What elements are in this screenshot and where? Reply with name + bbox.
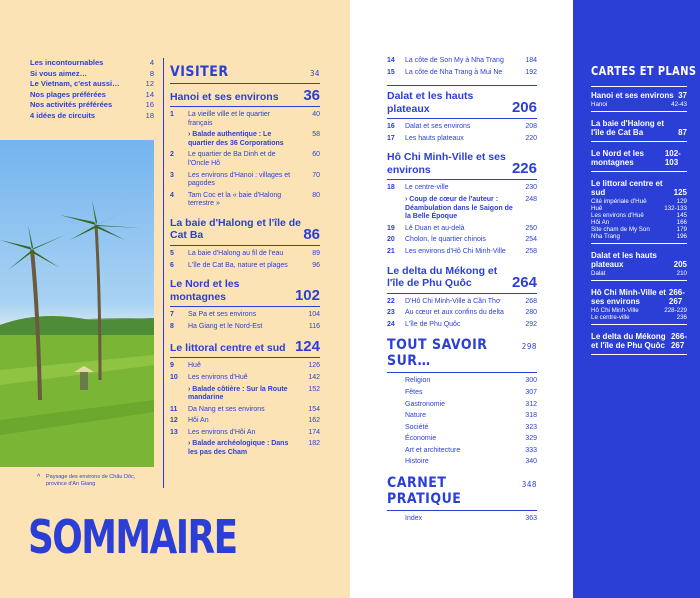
toc-entry[interactable] [387, 57, 537, 66]
section-page: 298 [521, 342, 537, 352]
entry-page: 80 [312, 191, 320, 199]
map-block [591, 251, 687, 281]
entry-page: 104 [308, 311, 320, 319]
map-item[interactable] [591, 212, 687, 219]
entry-title: Art et architecture [405, 446, 461, 454]
map-block [591, 332, 687, 355]
entry-page: 307 [525, 388, 537, 396]
entry-page: 268 [525, 297, 537, 305]
entry-number: 5 [170, 249, 174, 257]
entry-title: La côte de Son My à Nha Trang [405, 57, 504, 64]
entry-page: 192 [525, 68, 537, 76]
map-region-title[interactable] [591, 251, 687, 270]
region-title[interactable] [170, 278, 320, 303]
entry-title: Les environs d'Hanoi : villages et pagodes [188, 171, 291, 188]
intro-item-page: 18 [145, 110, 154, 120]
entry-page: 333 [525, 446, 537, 454]
entry-number: 7 [170, 311, 174, 319]
entry-title: D'Hô Chi Minh-Ville à Cân Thơ [405, 297, 501, 305]
toc-entry[interactable] [387, 424, 537, 433]
map-item-name: Le centre-ville [591, 313, 630, 321]
toc-entry[interactable] [387, 458, 537, 467]
entry-number: 16 [387, 123, 395, 131]
entry-number [387, 447, 405, 456]
map-region-page: 125 [673, 188, 687, 197]
intro-item-page: 16 [145, 100, 154, 110]
region-block [387, 151, 537, 256]
divider [387, 372, 537, 373]
palm-trees-illustration [0, 140, 154, 467]
map-item[interactable] [591, 233, 687, 240]
intro-item-page: 8 [149, 68, 154, 78]
section-title: CARNET PRATIQUE [387, 475, 462, 508]
map-item-page: 196 [676, 232, 687, 240]
toc-entry[interactable] [170, 311, 320, 320]
toc-entry[interactable] [387, 401, 537, 410]
map-item[interactable] [591, 314, 687, 321]
entry-page: 116 [308, 322, 320, 330]
entry-number [387, 424, 405, 433]
entry-page: 126 [308, 362, 320, 370]
region-title[interactable] [387, 265, 537, 290]
map-item-page: 132-133 [664, 204, 687, 212]
map-item-name: Nha Trang [591, 232, 620, 240]
entry-page: 312 [525, 400, 537, 408]
region-block [170, 88, 320, 209]
sub-entry[interactable] [170, 440, 320, 457]
map-item-page: 166 [676, 218, 687, 226]
entry-number [387, 377, 405, 386]
intro-item[interactable] [30, 69, 154, 80]
entry-page: 329 [525, 435, 537, 443]
entry-number: 9 [170, 362, 174, 370]
entry-number: 13 [170, 428, 178, 436]
entry-title: L'île de Cat Ba, nature et plages [188, 261, 288, 269]
map-item-page: 179 [676, 225, 687, 233]
entry-number [387, 515, 405, 524]
map-region-title[interactable] [591, 91, 687, 101]
entry-title: Dalat et ses environs [405, 123, 471, 131]
region-name: Le Nord et les montagnes [170, 278, 240, 303]
entry-title: Hôi An [188, 417, 209, 425]
map-region-page: 266-267 [668, 287, 685, 306]
toc-entry[interactable] [387, 184, 537, 193]
entry-number: 21 [387, 247, 395, 255]
entry-title: › Coup de cœur de l'auteur : Déambulation dans le Saigon de la Belle Époque [405, 195, 513, 221]
intro-item-label: Nos plages préférées [30, 89, 106, 99]
divider [591, 171, 687, 172]
entry-title: Le quartier de Ba Dinh et de l'Oncle Hô [188, 151, 276, 167]
divider [387, 510, 537, 511]
map-region-title[interactable] [591, 179, 687, 198]
toc-entry[interactable] [387, 298, 537, 307]
entry-number [387, 196, 405, 222]
map-item-name: Cité impériale d'Huê [591, 197, 647, 205]
map-region-name: Le Nord et les montagnes [591, 148, 644, 167]
region-block [387, 90, 537, 143]
section-title: TOUT SAVOIR SUR… [387, 337, 488, 370]
map-item-page: 42-43 [671, 100, 687, 108]
entry-number: 17 [387, 134, 395, 142]
divider [591, 243, 687, 244]
entry-number [387, 401, 405, 410]
entry-number: 11 [170, 405, 178, 413]
intro-item-page: 4 [149, 58, 154, 67]
toc-entry[interactable] [387, 435, 537, 444]
region-page: 206 [511, 99, 537, 117]
map-item-page: 210 [676, 269, 687, 277]
intro-item-label: Si vous aimez… [30, 68, 88, 78]
intro-item-label: 4 idées de circuits [30, 110, 96, 120]
entry-number: 2 [170, 151, 174, 159]
entry-number: 4 [170, 191, 174, 199]
caret-up-icon: ^ [37, 474, 41, 481]
entry-number: 12 [170, 417, 178, 425]
toc-entry[interactable] [170, 151, 320, 168]
map-item-name: Hô Chi Minh-Ville [591, 306, 639, 314]
sub-entry[interactable] [170, 386, 320, 403]
entry-title: Histoire [405, 458, 429, 466]
toc-entry[interactable] [387, 69, 537, 78]
cartes-page [573, 0, 700, 598]
entry-page: 220 [525, 134, 537, 142]
map-region-title[interactable] [591, 149, 687, 168]
region-title[interactable] [170, 88, 320, 103]
region-name: La baie d'Halong et l'île de Cat Ba [170, 216, 302, 242]
map-region-page: 37 [678, 91, 687, 100]
entry-title: Les environs d'Huê [188, 373, 248, 381]
toc-entry[interactable] [387, 447, 537, 456]
entry-number [387, 458, 405, 467]
entry-title: › Balade côtière : Sur la Route mandarine [188, 385, 288, 402]
entry-number [170, 440, 188, 457]
entry-number: 8 [170, 322, 174, 330]
region-name: Hô Chi Minh-Ville et ses environs [387, 151, 506, 176]
toc-entry[interactable] [170, 362, 320, 371]
entry-title: Les hauts plateaux [405, 134, 464, 142]
intro-list [30, 58, 154, 122]
map-item-name: Hanoi [591, 100, 608, 108]
entry-number: 24 [387, 320, 395, 328]
region-block [387, 265, 537, 330]
map-region-title[interactable] [591, 332, 687, 351]
entry-page: 250 [525, 224, 537, 232]
entry-title: Le centre-ville [405, 184, 449, 192]
divider [387, 118, 537, 119]
toc-entry[interactable] [170, 406, 320, 415]
entry-title: Les environs d'Hô Chi Minh-Ville [405, 247, 506, 255]
entry-number: 18 [387, 184, 395, 192]
map-item-page: 236 [676, 313, 687, 321]
toc-entry[interactable] [170, 262, 320, 271]
region-block [170, 278, 320, 331]
region-name: Hanoi et ses environs [170, 90, 279, 103]
entry-title: Les environs d'Hôi An [188, 428, 256, 436]
toc-entry[interactable] [170, 323, 320, 332]
entry-page: 280 [525, 309, 537, 317]
entry-page: 208 [525, 123, 537, 131]
region-page: 124 [294, 338, 320, 356]
entry-title: Fêtes [405, 388, 423, 396]
divider [591, 280, 687, 281]
entry-number [387, 412, 405, 421]
map-block [591, 91, 687, 112]
entry-title: Société [405, 423, 429, 431]
map-item-name: Dalat [591, 269, 606, 277]
region-page: 102 [294, 287, 320, 305]
map-item[interactable] [591, 307, 687, 314]
map-item-name: Hôi An [591, 218, 610, 226]
toc-entry[interactable] [387, 515, 537, 524]
map-item[interactable] [591, 226, 687, 233]
entry-page: 58 [312, 131, 320, 139]
divider [170, 245, 320, 246]
section-title: CARTES ET PLANS [591, 64, 697, 78]
map-region-page: 205 [673, 260, 687, 269]
page-title: SOMMAIRE [28, 510, 237, 564]
landscape-photo [0, 140, 154, 467]
entry-page: 142 [308, 373, 320, 381]
entry-number [170, 386, 188, 403]
divider [591, 111, 687, 112]
entry-title: Sa Pa et ses environs [188, 311, 257, 319]
intro-item-page: 12 [145, 79, 154, 89]
toc-entry[interactable] [170, 374, 320, 383]
map-item[interactable] [591, 198, 687, 205]
intro-item-page: 14 [145, 89, 154, 99]
toc-entry[interactable] [170, 429, 320, 438]
divider [387, 293, 537, 294]
divider [170, 306, 320, 307]
section-page: 348 [521, 480, 537, 490]
region-block [170, 217, 320, 270]
entry-page: 89 [312, 249, 320, 257]
entry-number [170, 131, 188, 148]
region-page: 264 [511, 273, 537, 291]
map-region-name: Le littoral centre et sud [591, 178, 663, 197]
entry-title: Tam Coc et la « baie d'Halong terrestre » [188, 191, 282, 208]
intro-item[interactable] [30, 90, 154, 101]
toc-entry[interactable] [387, 123, 537, 132]
entry-number: 19 [387, 224, 395, 232]
entry-title: La vieille ville et le quartier français [188, 111, 271, 127]
toc-entry[interactable] [387, 236, 537, 245]
toc-entry[interactable] [387, 225, 537, 234]
entry-page: 154 [308, 405, 320, 413]
entry-title: Huê [188, 362, 201, 370]
sub-entry[interactable] [170, 131, 320, 148]
region-page: 86 [303, 225, 320, 243]
region-page: 226 [511, 160, 537, 178]
entry-page: 40 [312, 111, 320, 118]
visiter-column [170, 64, 320, 466]
toc-entry[interactable] [170, 250, 320, 259]
intro-item[interactable] [30, 100, 154, 111]
entry-title: Nature [405, 412, 427, 420]
toc-entry[interactable] [170, 417, 320, 426]
entry-title: Index [405, 515, 423, 523]
entry-page: 248 [525, 195, 537, 203]
entry-title: Au cœur et aux confins du delta [405, 309, 504, 317]
map-region-title[interactable] [591, 119, 687, 138]
intro-item-label: Les incontournables [30, 58, 104, 67]
entry-title: › Balade archéologique : Dans les pas des Cham [188, 440, 289, 457]
map-item[interactable] [591, 205, 687, 212]
divider [170, 357, 320, 358]
entry-page: 258 [525, 247, 537, 255]
intro-item[interactable] [30, 111, 154, 122]
divider [170, 83, 320, 84]
map-region-name: Dalat et les hauts plateaux [591, 250, 657, 269]
section-title: VISITER [170, 64, 229, 80]
toc-entry[interactable] [170, 172, 320, 189]
map-block [591, 288, 687, 325]
entry-page: 300 [525, 377, 537, 385]
intro-item-label: Nos activités préférées [30, 100, 113, 110]
map-region-page: 102-103 [664, 148, 681, 167]
divider [387, 179, 537, 180]
entry-title: Économie [405, 435, 437, 443]
entry-page: 162 [308, 417, 320, 425]
sub-entry[interactable] [387, 196, 537, 222]
entry-page: 182 [308, 440, 320, 448]
section-block [387, 475, 537, 524]
map-region-title[interactable] [591, 288, 687, 307]
region-name: Le delta du Mékong et l'île de Phu Quôc [387, 264, 498, 290]
entry-number: 14 [387, 57, 395, 64]
entry-page: 292 [525, 320, 537, 328]
region-block [170, 339, 320, 457]
entry-page: 323 [525, 423, 537, 431]
map-block [591, 179, 687, 244]
region-name: Le littoral centre et sud [170, 341, 286, 354]
entry-title: Lê Duan et au-delà [405, 224, 465, 232]
cartes-column [591, 64, 697, 362]
entry-page: 230 [525, 184, 537, 192]
map-item[interactable] [591, 101, 687, 108]
map-block [591, 119, 687, 142]
intro-item-label: Le Vietnam, c'est aussi… [30, 79, 120, 89]
map-region-page: 266-267 [670, 331, 687, 350]
entry-number: 15 [387, 68, 395, 76]
entry-title: Gastronomie [405, 400, 446, 408]
divider [591, 354, 687, 355]
section-header [387, 337, 537, 369]
entry-page: 60 [312, 151, 320, 159]
map-item[interactable] [591, 219, 687, 226]
section-header [170, 64, 320, 80]
entry-page: 318 [525, 412, 537, 420]
map-item-name: Huê [591, 204, 603, 212]
continued-entries [387, 57, 537, 77]
photo-caption: ^ Paysage des environs de Châu Dôc, province d'An Giang [37, 474, 136, 487]
entry-title: L'île de Phu Quôc [405, 320, 461, 328]
map-region-name: Hanoi et ses environs [591, 91, 674, 100]
entry-number: 3 [170, 171, 174, 179]
toc-entry[interactable] [387, 321, 537, 330]
divider [387, 85, 537, 86]
map-item-page: 228-229 [664, 306, 687, 314]
entry-page: 254 [525, 236, 537, 244]
region-page: 36 [303, 87, 320, 104]
region-title[interactable] [170, 217, 320, 242]
toc-entry[interactable] [170, 192, 320, 209]
entry-page: 96 [312, 261, 320, 269]
entry-number [387, 389, 405, 398]
entry-title: La baie d'Halong au fil de l'eau [188, 249, 284, 257]
intro-item[interactable] [30, 58, 154, 69]
toc-entry[interactable] [387, 412, 537, 421]
middle-column [387, 57, 537, 532]
region-title[interactable] [387, 151, 537, 176]
entry-number: 10 [170, 373, 178, 381]
region-title[interactable] [170, 339, 320, 354]
divider [170, 106, 320, 107]
toc-entry[interactable] [387, 248, 537, 257]
region-title[interactable] [387, 90, 537, 115]
entry-number: 20 [387, 236, 395, 244]
entry-number: 22 [387, 297, 395, 305]
toc-entry[interactable] [387, 135, 537, 144]
toc-entry[interactable] [170, 111, 320, 128]
middle-page [350, 0, 573, 598]
map-item[interactable] [591, 270, 687, 277]
entry-page: 70 [312, 171, 320, 179]
map-region-page: 87 [678, 128, 687, 137]
entry-title: Da Nang et ses environs [188, 405, 265, 413]
entry-title: Ha Giang et le Nord-Est [188, 322, 263, 330]
toc-entry[interactable] [387, 389, 537, 398]
map-block [591, 149, 687, 172]
map-item-page: 129 [676, 197, 687, 205]
divider [591, 86, 687, 87]
entry-page: 152 [308, 385, 320, 393]
section-page: 34 [309, 69, 320, 78]
section-header [387, 475, 537, 507]
section-block [387, 337, 537, 467]
map-item-name: Site cham de My Son [591, 225, 650, 233]
map-region-name: Le delta du Mékong et l'île de Phu Quôc [591, 331, 666, 350]
entry-page: 340 [525, 458, 537, 466]
entry-page: 363 [525, 515, 537, 523]
divider [163, 58, 164, 488]
divider [591, 324, 687, 325]
entry-number: 1 [170, 111, 174, 118]
entry-title: › Balade authentique : Le quartier des 36 Corporations [188, 131, 284, 147]
entry-page: 174 [308, 428, 320, 436]
entry-title: Cholon, le quartier chinois [405, 236, 486, 244]
map-region-name: Hô Chi Minh-Ville et ses environs [591, 287, 666, 306]
entry-title: Religion [405, 377, 431, 385]
entry-number: 23 [387, 309, 395, 317]
entry-page: 184 [525, 57, 537, 64]
entry-number: 6 [170, 261, 174, 269]
region-name: Dalat et les hauts plateaux [387, 90, 474, 115]
entry-number [387, 435, 405, 444]
map-item-name: Les environs d'Huê [591, 211, 644, 219]
toc-entry[interactable] [387, 309, 537, 318]
map-item-page: 145 [676, 211, 687, 219]
divider [591, 141, 687, 142]
intro-item[interactable] [30, 79, 154, 90]
toc-entry[interactable] [387, 377, 537, 386]
entry-title: La côte de Nha Trang à Mui Ne [405, 68, 503, 76]
map-region-name: La baie d'Halong et l'île de Cat Ba [591, 118, 665, 137]
